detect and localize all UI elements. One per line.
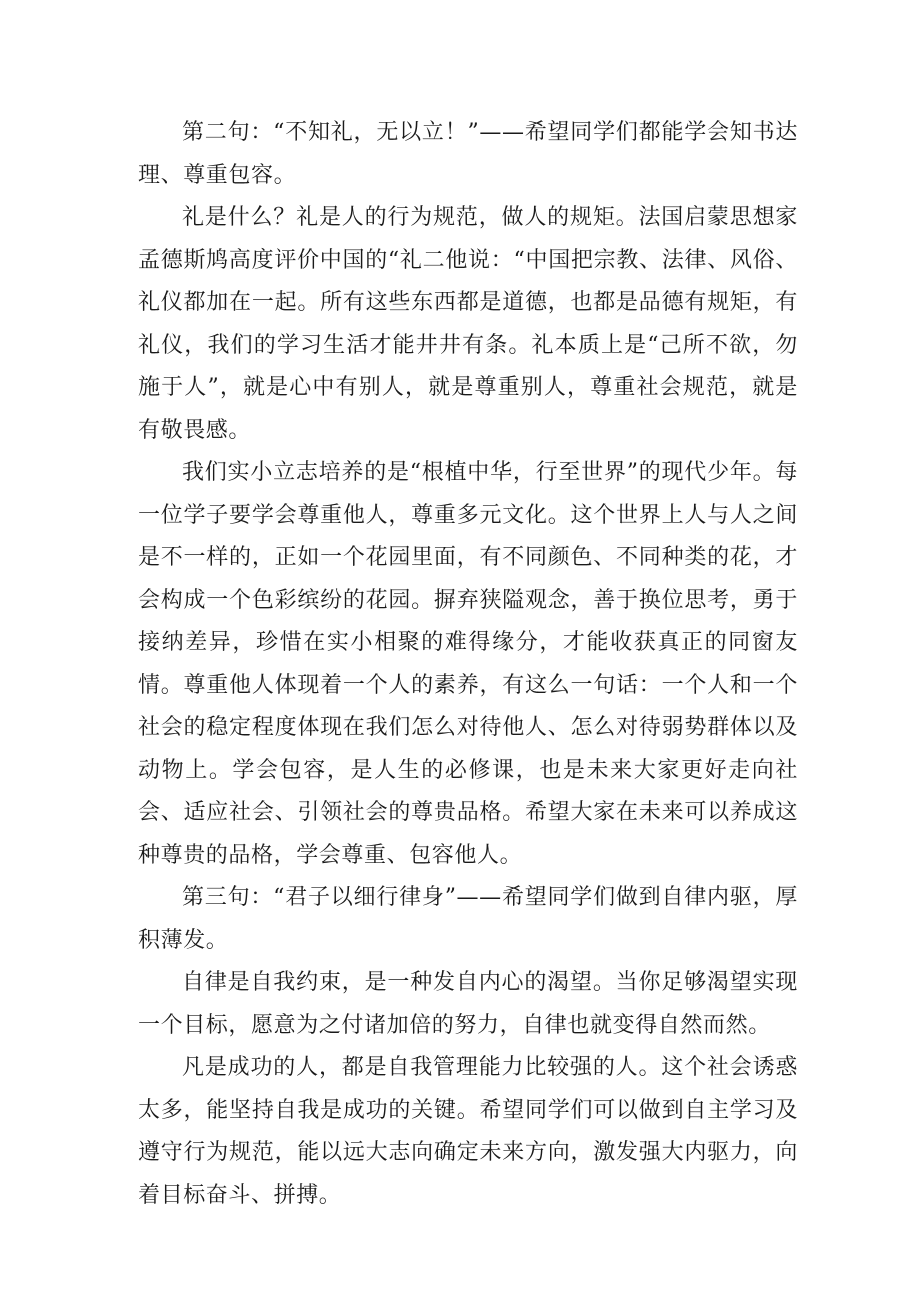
paragraph-self-discipline: 自律是自我约束，是一种发自内心的渴望。当你足够渴望实现一个目标，愿意为之付诸加倍的努力，自律也就变得自然而然。 <box>138 970 798 1038</box>
paragraph-success-self-management: 凡是成功的人，都是自我管理能力比较强的人。这个社会诱惑太多，能坚持自我是成功的关键。希望同学们可以做到自主学习及遵守行为规范，能以远大志向确定未来方向，激发强大内驱力，向着目标奋斗、拼搏。 <box>138 1055 798 1208</box>
paragraph-third-maxim: 第三句：“君子以细行律身”——希望同学们做到自律内驱，厚积薄发。 <box>138 885 798 953</box>
paragraph-respect-and-tolerance: 我们实小立志培养的是“根植中华，行至世界”的现代少年。每一位学子要学会尊重他人，尊重多元文化。这个世界上人与人之间是不一样的，正如一个花园里面，有不同颜色、不同种类的花，才会构成一个色彩缤纷的花园。摒弃狭隘观念，善于换位思考，勇于接纳差异，珍惜在实小相聚的难得缘分，才能收获真正的同窗友情。尊重他人体现着一个人的素养，有这么一句话：一个人和一个社会的稳定程度体现在我们怎么对待他人、怎么对待弱势群体以及动物上。学会包容，是人生的必修课，也是未来大家更好走向社会、适应社会、引领社会的尊贵品格。希望大家在未来可以养成这种尊贵的品格，学会尊重、包容他人。 <box>138 460 798 868</box>
document-body <box>138 112 798 1217</box>
paragraph-what-is-etiquette: 礼是什么？礼是人的行为规范，做人的规矩。法国启蒙思想家孟德斯鸠高度评价中国的“礼二他说：“中国把宗教、法律、风俗、礼仪都加在一起。所有这些东西都是道德，也都是品德有规矩，有礼仪，我们的学习生活才能井井有条。礼本质上是“己所不欲，勿施于人”，就是心中有别人，就是尊重别人，尊重社会规范，就是有敬畏感。 <box>138 205 798 443</box>
paragraph-second-maxim: 第二句：“不知礼，无以立！”——希望同学们都能学会知书达理、尊重包容。 <box>138 120 798 188</box>
